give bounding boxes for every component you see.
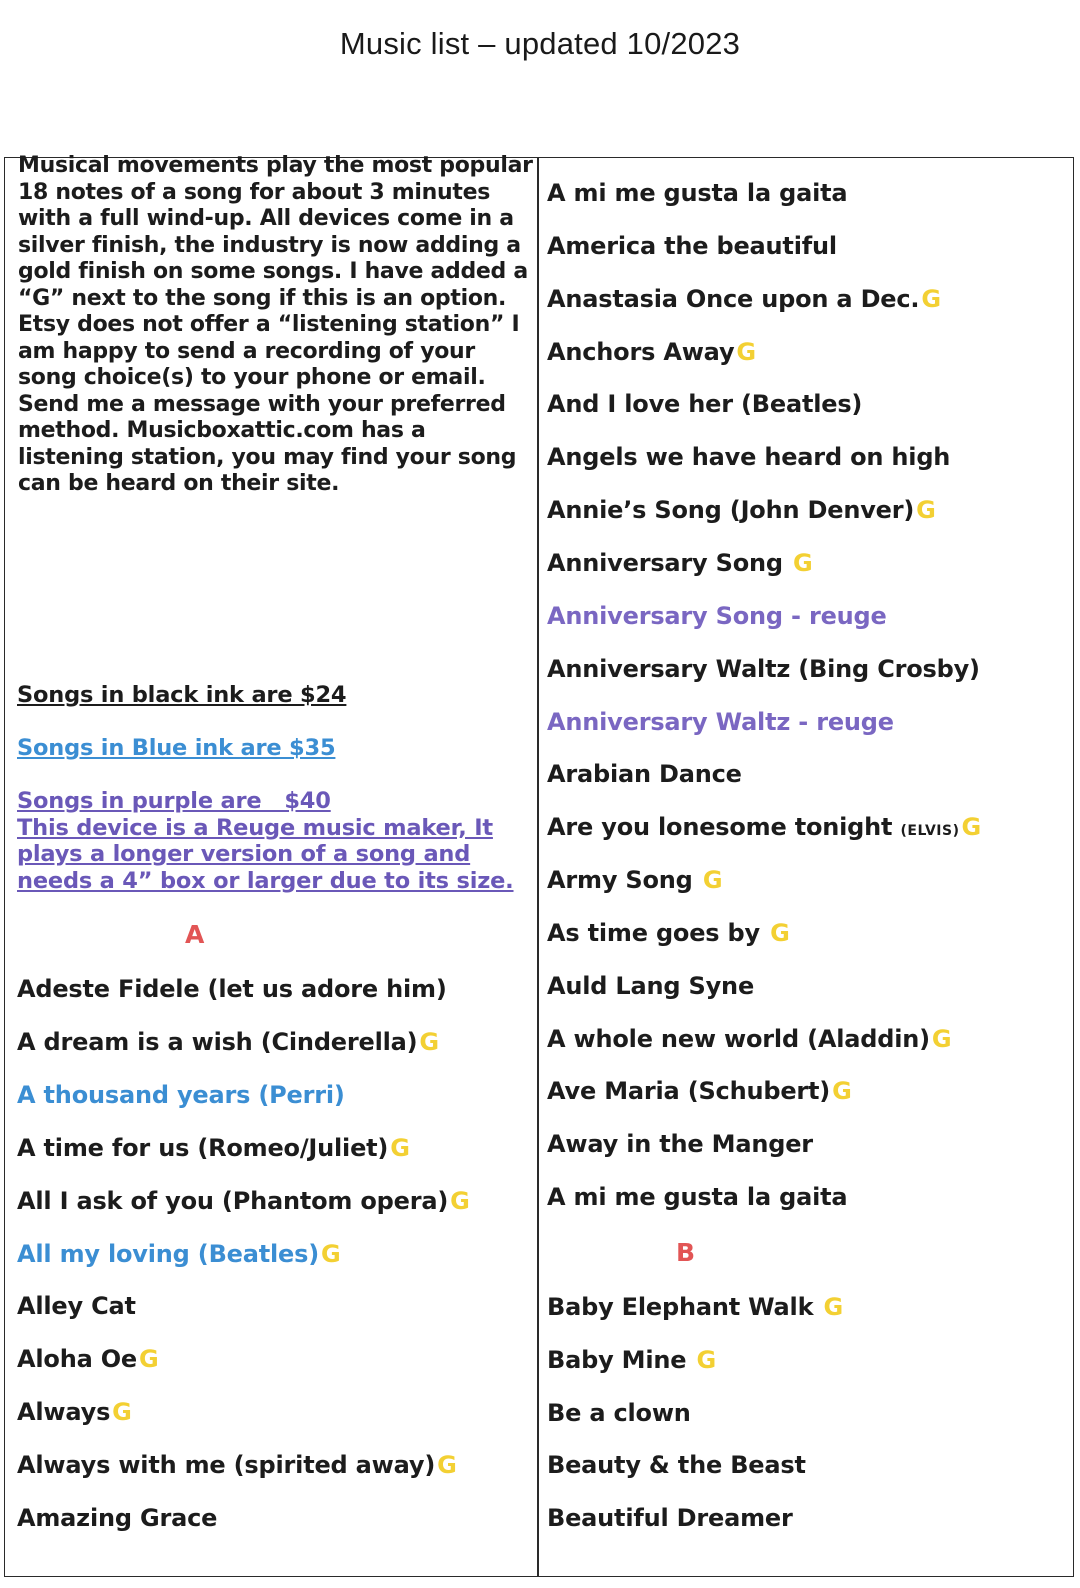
song-item: [547, 760, 742, 788]
song-item: [547, 708, 894, 736]
song-title: Anniversary Song - reuge: [547, 601, 887, 630]
song-title: Away in the Manger: [547, 1130, 813, 1159]
song-item: [547, 1451, 806, 1479]
song-item: [547, 496, 936, 524]
song-title: A mi me gusta la gaita: [547, 179, 848, 207]
song-title: All my loving (Beatles): [17, 1239, 319, 1268]
gold-option-marker: G: [961, 813, 981, 842]
song-item: [17, 1292, 136, 1320]
song-item: [547, 390, 862, 418]
song-title: Annie’s Song (John Denver): [547, 496, 915, 525]
song-title: Always: [17, 1398, 111, 1427]
page-title: Music list – updated 10/2023: [339, 26, 741, 61]
song-title: Alley Cat: [17, 1292, 136, 1321]
song-title: A whole new world (Aladdin): [547, 1024, 930, 1053]
song-title: Ave Maria (Schubert): [547, 1077, 831, 1106]
song-item: [547, 1130, 813, 1158]
song-title: A mi me gusta la gaita: [547, 1183, 848, 1212]
song-item: [547, 1025, 951, 1053]
gold-option-marker: G: [702, 866, 723, 895]
song-item: [547, 232, 837, 260]
song-title: Beauty & the Beast: [547, 1451, 806, 1480]
song-item: [547, 972, 754, 1000]
song-title: Anastasia Once upon a Dec.: [547, 284, 920, 313]
gold-option-marker: G: [832, 1077, 852, 1106]
song-item: [547, 1399, 691, 1427]
song-item: [17, 1081, 345, 1109]
column-divider: [537, 157, 539, 1577]
song-item: [17, 1240, 340, 1268]
song-title: Be a clown: [547, 1398, 691, 1427]
song-item: [547, 655, 980, 683]
song-title: Anchors Away: [547, 337, 735, 366]
song-title: Auld Lang Syne: [547, 971, 755, 1000]
song-title: Beautiful Dreamer: [547, 1504, 793, 1533]
section-letter-a: A: [185, 920, 205, 949]
song-item: [17, 1504, 217, 1532]
gold-option-marker: G: [112, 1398, 132, 1427]
song-title: Are you lonesome tonight: [547, 813, 901, 842]
gold-option-marker: G: [823, 1293, 843, 1321]
gold-option-marker: G: [390, 1133, 410, 1162]
song-item: [547, 602, 887, 630]
song-item: [547, 919, 790, 947]
song-item: [547, 866, 722, 894]
song-title: Amazing Grace: [17, 1504, 218, 1532]
song-item: [547, 179, 847, 207]
price-black-ink: Songs in black ink are $24: [17, 682, 347, 708]
song-item: [547, 549, 813, 577]
song-item: [17, 975, 447, 1003]
song-title: Always with me (spirited away): [17, 1451, 436, 1480]
price-purple-title: Songs in purple are $40: [17, 788, 331, 814]
gold-option-marker: G: [921, 284, 941, 313]
price-purple-description: This device is a Reuge music maker, It plays a longer version of a song and needs a 4” box or larger due to its size.: [17, 814, 514, 894]
song-title: Anniversary Waltz (Bing Crosby): [547, 654, 980, 683]
song-item: [547, 1504, 793, 1532]
song-title: A time for us (Romeo/Juliet): [17, 1133, 389, 1162]
gold-option-marker: G: [320, 1239, 341, 1268]
song-item: [17, 1345, 159, 1373]
song-title: And I love her (Beatles): [547, 390, 863, 419]
song-item: [17, 1451, 457, 1479]
song-title: Baby Elephant Walk: [547, 1293, 822, 1321]
song-item: [547, 443, 950, 471]
gold-option-marker: G: [437, 1451, 457, 1480]
song-title: Adeste Fidele (let us adore him): [17, 975, 447, 1003]
gold-option-marker: G: [139, 1345, 159, 1374]
song-title: Angels we have heard on high: [547, 443, 951, 472]
song-item: [547, 1077, 852, 1105]
song-item: [547, 1293, 843, 1321]
gold-option-marker: G: [419, 1027, 439, 1056]
section-letter-b: B: [676, 1238, 696, 1267]
song-item: [17, 1134, 410, 1162]
song-item: [17, 1187, 470, 1215]
gold-option-marker: G: [736, 337, 756, 366]
song-item: [547, 1183, 847, 1211]
song-title: Arabian Dance: [547, 760, 742, 789]
song-title: Aloha Oe: [17, 1345, 138, 1374]
price-purple-ink: [17, 788, 527, 894]
song-title: America the beautiful: [547, 231, 837, 260]
song-title: All I ask of you (Phantom opera): [17, 1186, 449, 1215]
song-title: Baby Mine: [547, 1345, 695, 1374]
song-title: Army Song: [547, 866, 701, 895]
song-title: As time goes by: [547, 918, 769, 947]
song-item: [17, 1398, 132, 1426]
song-item: [547, 285, 941, 313]
song-item: [547, 813, 981, 841]
gold-option-marker: G: [916, 496, 936, 525]
gold-option-marker: G: [793, 548, 813, 577]
intro-paragraph: Musical movements play the most popular 18 notes of a song for about 3 minutes with a full wind-up. All devices come in a silver finish, the industry is now adding a gold finish on some songs. I have added a “G” next to the song if this is an option. Etsy does not offer a “listening station” I am happy to send a recording of your song choice(s) to your phone or email. Send me a message with your preferred method. Musicboxattic.com has a listening station, you may find your song can be heard on their site.: [18, 153, 533, 496]
gold-option-marker: G: [696, 1345, 716, 1374]
song-note: (ELVIS): [900, 823, 960, 840]
song-title: A thousand years (Perri): [17, 1080, 345, 1109]
gold-option-marker: G: [931, 1024, 952, 1053]
gold-option-marker: G: [450, 1186, 470, 1215]
song-title: Anniversary Waltz - reuge: [547, 707, 894, 736]
song-item: [547, 338, 756, 366]
song-title: A dream is a wish (Cinderella): [17, 1027, 418, 1056]
song-item: [17, 1028, 439, 1056]
gold-option-marker: G: [770, 918, 790, 947]
price-blue-ink: Songs in Blue ink are $35: [17, 735, 336, 761]
song-item: [547, 1346, 716, 1374]
song-title: Anniversary Song: [547, 548, 792, 577]
